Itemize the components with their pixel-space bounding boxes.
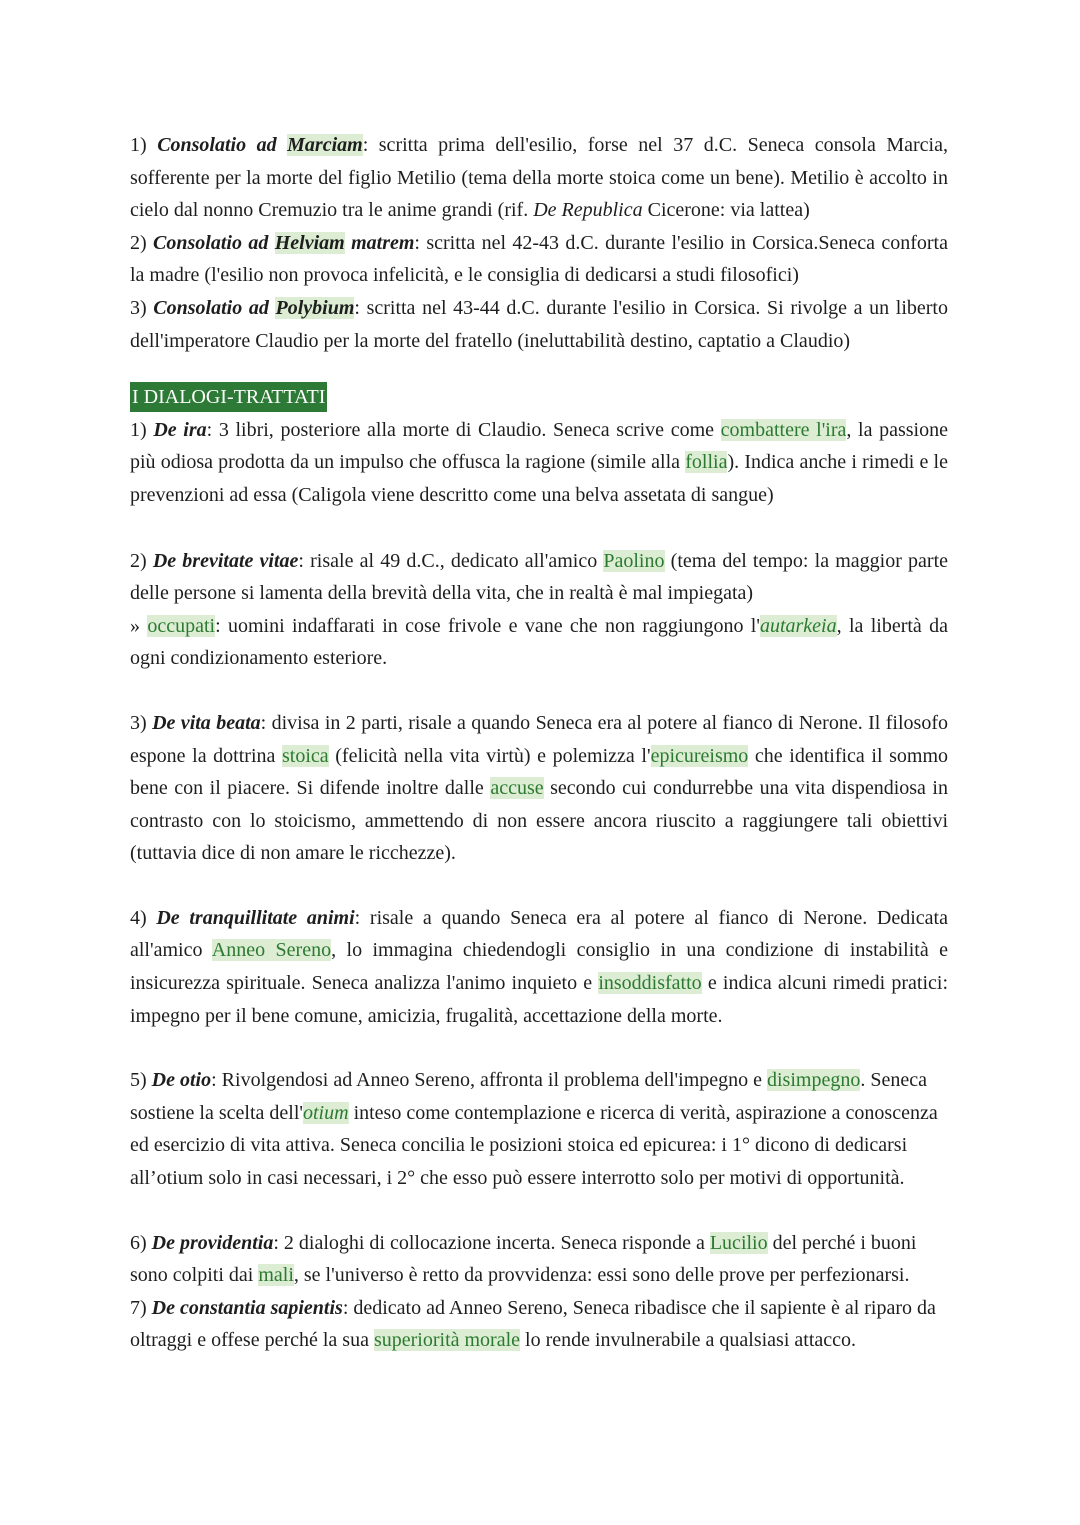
item-number: 3): [130, 296, 154, 319]
dialogo-de-brevitate-vitae-note: [130, 610, 948, 675]
text-run: e indica alcuni rimedi pratici: impegno per il bene comune, amicizia, frugalità, accettazione della morte.: [130, 972, 948, 1027]
text-run: secondo cui condurrebbe una vita dispendiosa in contrasto con lo stoicismo, ammettendo di non essere ancora riuscito a raggiungere tali obiettivi (tuttavia dice di non amare le ricchezze).: [130, 777, 948, 865]
dialogo-de-tranquillitate-animi: [130, 902, 948, 1032]
text-run: : risale a quando Seneca era al potere al fianco di Nerone. Dedicata all'amico: [130, 906, 948, 962]
text-run: , se l'universo è retto da provvidenza: essi sono delle prove per perfezionarsi.: [293, 1264, 910, 1287]
work-description: : scritta prima dell'esilio, forse nel 37 d.C. Seneca consola Marcia, sofferente per la morte del figlio Metilio (tema della morte stoica come un bene). Metilio è accolto in cielo dal nonno Cremuzio tra le anime grandi (rif.: [130, 134, 948, 222]
item-number: 4): [130, 906, 157, 929]
work-title: De otio: [151, 1069, 212, 1092]
document-content: [130, 129, 948, 1357]
text-run: , lo immagina chiedendogli consiglio in una condizione di instabilità e insicurezza spirituale. Seneca analizza l'animo inquieto e: [130, 939, 949, 995]
text-run: : uomini indaffarati in cose frivole e vane che non raggiungono l': [215, 614, 760, 637]
highlight: occupati: [147, 614, 216, 637]
consolatio-helviam: [130, 227, 948, 292]
text-run: : 2 dialoghi di collocazione incerta. Seneca risponde a: [273, 1231, 710, 1254]
work-description-end: Cicerone: via lattea): [642, 199, 810, 222]
highlight: superiorità morale: [373, 1329, 521, 1352]
item-number: 5): [130, 1069, 152, 1092]
highlight: Paolino: [603, 549, 665, 572]
highlight: insoddisfatto: [598, 972, 702, 995]
text-run: : divisa in 2 parti, risale a quando Seneca era al potere al fianco di Nerone. Il filosofo espone la dottrina: [130, 711, 948, 767]
work-title: De constantia sapientis: [151, 1296, 343, 1319]
text-run: : Rivolgendosi ad Anneo Sereno, affronta il problema dell'impegno e: [211, 1069, 767, 1092]
highlight: epicureismo: [650, 744, 749, 767]
text-run: che identifica il sommo bene con il piacere. Si difende inoltre dalle: [130, 744, 949, 800]
text-run: , la passione più odiosa prodotta da un impulso che offusca la ragione (simile alla: [130, 418, 948, 474]
text-run: , la libertà da ogni condizionamento esteriore.: [130, 614, 949, 670]
dialogo-de-otio: [130, 1064, 948, 1194]
item-number: 6): [130, 1231, 152, 1254]
text-run: lo rende invulnerabile a qualsiasi attacco.: [520, 1329, 857, 1352]
highlight: accuse: [490, 777, 544, 800]
work-description: : scritta nel 43-44 d.C. durante l'esilio in Corsica. Si rivolge a un liberto dell'imperatore Claudio per la morte del fratello (ineluttabilità destino, captatio a Claudio): [130, 296, 948, 352]
dialogo-de-brevitate-vitae: [130, 545, 948, 610]
highlight: mali: [258, 1264, 294, 1287]
text-run: inteso come contemplazione e ricerca di verità, aspirazione a conoscenza ed esercizio di vita attiva. Seneca concilia le posizioni stoica ed epicurea: i 1° dicono di dedicarsi all’otium solo in casi necessari, i 2° che esso può essere interrotto solo per motivi di opportunità.: [130, 1101, 938, 1190]
text-run: del perché i buoni sono colpiti dai: [130, 1231, 917, 1287]
item-number: 7): [130, 1296, 152, 1319]
highlight: combattere l'ira: [720, 418, 847, 441]
section-heading-row: [130, 380, 948, 414]
section-heading: I DIALOGI-TRATTATI: [130, 382, 327, 412]
work-title: Consolatio ad: [157, 134, 288, 156]
highlight: otium: [303, 1101, 349, 1124]
item-number: 1): [130, 418, 154, 441]
dialogo-de-ira: [130, 414, 948, 512]
bullet: »: [130, 614, 148, 637]
work-description: : scritta nel 42-43 d.C. durante l'esilio in Corsica.Seneca conforta la madre (l'esilio non provoca infelicità, e le consiglia di dedicarsi a studi filosofici): [130, 231, 948, 287]
item-number: 3): [130, 711, 153, 734]
work-title-end: matrem: [344, 231, 415, 254]
consolatio-polybium: [130, 292, 948, 357]
dialogo-de-providentia: [130, 1227, 948, 1292]
highlight: disimpegno: [767, 1069, 861, 1092]
text-run: ). Indica anche i rimedi e le prevenzioni ad essa (Caligola viene descritto come una belva assetata di sangue): [130, 451, 948, 506]
highlight: Anneo Sereno: [211, 939, 332, 962]
text-run: (tema del tempo: la maggior parte delle persone si lamenta della brevità della vita, che in realtà è mal impiegata): [130, 549, 948, 605]
work-title-highlight: Marciam: [287, 134, 363, 156]
text-run: : risale al 49 d.C., dedicato all'amico: [298, 549, 604, 572]
text-run: (felicità nella vita virtù) e polemizza l': [328, 744, 651, 767]
work-title: De ira: [153, 418, 207, 441]
work-title: De vita beata: [152, 711, 261, 734]
reference-title: De Republica: [533, 199, 643, 222]
dialogo-de-constantia-sapientis: [130, 1292, 948, 1357]
work-title: Consolatio ad: [153, 231, 275, 254]
highlight: Lucilio: [709, 1231, 768, 1254]
dialogo-de-vita-beata: [130, 707, 948, 870]
work-title: De tranquillitate animi: [156, 906, 355, 929]
item-number: 1): [130, 134, 158, 156]
work-title-highlight: Helviam: [274, 231, 345, 254]
work-title-highlight: Polybium: [275, 296, 355, 319]
highlight: follia: [685, 451, 728, 474]
item-number: 2): [130, 549, 153, 572]
highlight: autarkeia: [759, 614, 837, 637]
work-title: Consolatio ad: [153, 296, 276, 319]
text-run: : dedicato ad Anneo Sereno, Seneca ribadisce che il sapiente è al riparo da oltraggi e offese perché la sua: [130, 1296, 936, 1352]
work-title: De providentia: [151, 1231, 274, 1254]
text-run: : 3 libri, posteriore alla morte di Claudio. Seneca scrive come: [206, 418, 721, 441]
consolatio-marciam: [130, 129, 948, 227]
text-run: . Seneca sostiene la scelta dell': [130, 1069, 927, 1124]
work-title: De brevitate vitae: [152, 549, 299, 572]
item-number: 2): [130, 231, 154, 254]
highlight: stoica: [282, 744, 329, 767]
